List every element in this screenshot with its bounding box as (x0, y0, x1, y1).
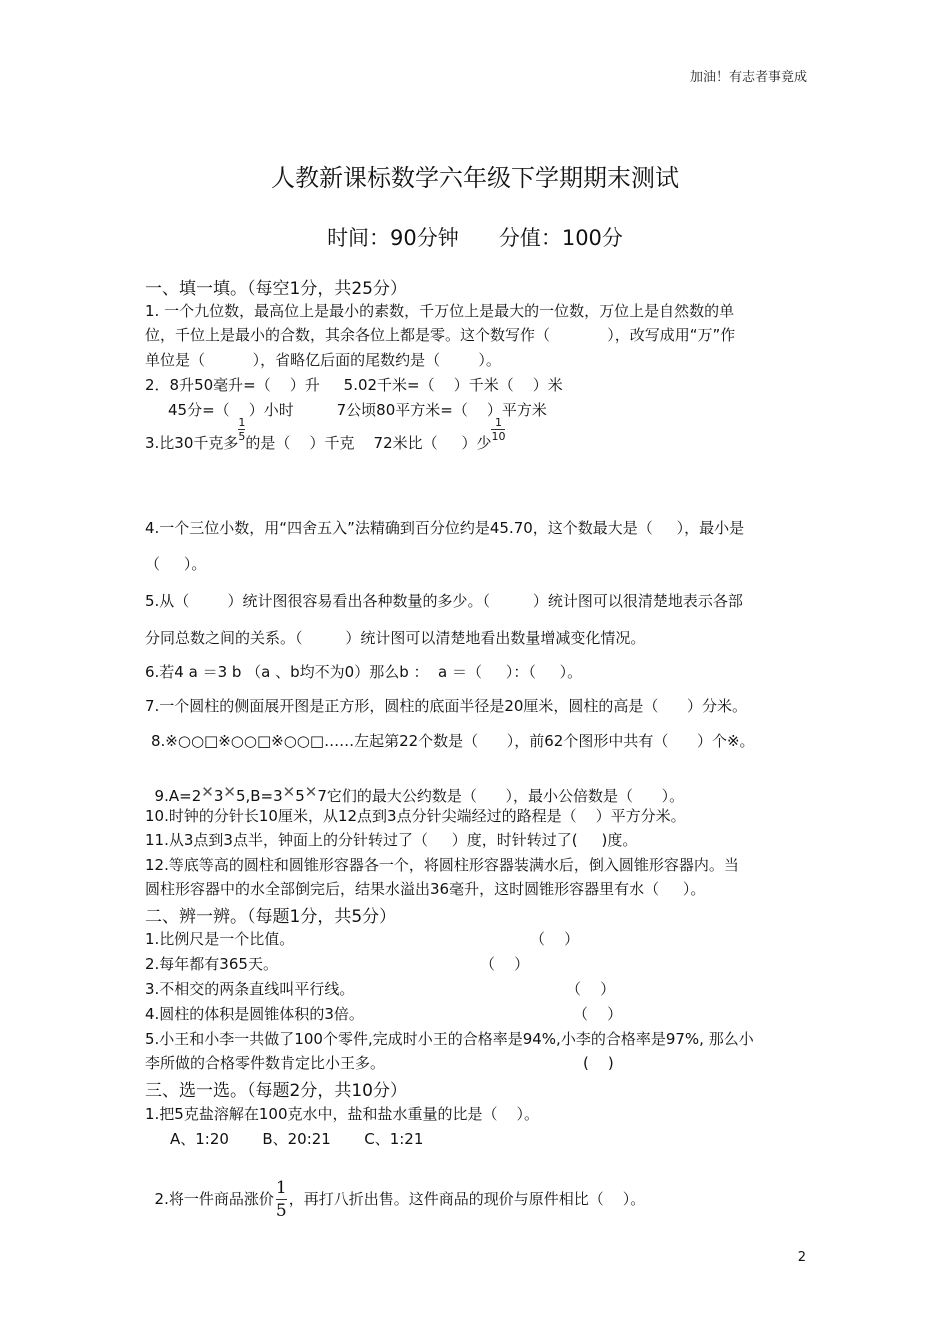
judge-1: 1.比例尺是一个比值。 (145, 930, 295, 948)
judge-5-answer-blank: ( ) (583, 1054, 614, 1072)
page-subtitle: 时间：90分钟 分值：100分 (327, 226, 623, 250)
question-3-part-b: 的是（ ）千克 72米比（ ）少 (245, 434, 492, 452)
question-10: 10.时钟的分针长10厘米，从12点到3点分针尖端经过的路程是（ ）平方分米。 (145, 807, 686, 825)
page-title: 人教新课标数学六年级下学期期末测试 (271, 164, 679, 192)
question-12-line-2: 圆柱形容器中的水全部倒完后，结果水溢出36毫升，这时圆锥形容器里有水（ ）。 (145, 880, 706, 898)
multiply-icon: ✕ (304, 783, 318, 801)
section-heading-judge: 二、辨一辨。（每题1分，共5分） (145, 907, 397, 927)
question-4-line-2: （ ）。 (145, 555, 207, 573)
question-5-line-2: 分同总数之间的关系。（ ）统计图可以清楚地看出数量增减变化情况。 (145, 629, 646, 647)
question-7: 7.一个圆柱的侧面展开图是正方形，圆柱的底面半径是20厘米，圆柱的高是（ ）分米。 (145, 697, 748, 715)
judge-5-line-1: 5.小王和小李一共做了100个零件,完成时小王的合格率是94%,小李的合格率是97%, 那么小 (145, 1030, 754, 1048)
question-4-line-1: 4.一个三位小数，用“四舍五入”法精确到百分位约是45.70，这个数最大是（ ），最小是 (145, 519, 745, 537)
fraction-denominator: 5 (275, 1201, 287, 1221)
question-9-part-4: 5 (295, 787, 305, 805)
judge-4: 4.圆柱的体积是圆锥体积的3倍。 (145, 1005, 364, 1023)
question-12-line-1: 12.等底等高的圆柱和圆锥形容器各一个，将圆柱形容器装满水后，倒入圆锥形容器内。当 (145, 856, 739, 874)
page-number: 2 (797, 1250, 806, 1265)
question-11: 11.从3点到3点半，钟面上的分针转过了（ ）度，时针转过了( )度。 (145, 831, 638, 849)
question-9 (145, 760, 684, 808)
header-motto: 加油！有志者事竟成 (689, 70, 807, 85)
question-2-line-2: 45分=（ ）小时 7公顷80平方米=（ ）平方米 (168, 401, 547, 419)
question-1-line-3: 单位是（ ），省略亿后面的尾数约是（ ）。 (145, 351, 501, 369)
choice-question-1: 1.把5克盐溶解在100克水中，盐和盐水重量的比是（ ）。 (145, 1105, 540, 1123)
fraction-numerator: 1 (275, 1178, 287, 1198)
question-9-part-5: 7它们的最大公约数是（ ），最小公倍数是（ ）。 (317, 787, 685, 805)
question-9-part-2: 3 (213, 787, 224, 805)
question-6: 6.若4 a ＝3 b （a 、b均不为0）那么b ： a ＝（ ）：（ ）。 (145, 663, 583, 681)
choice-question-2 (145, 1155, 645, 1220)
judge-2: 2.每年都有365天。 (145, 955, 278, 973)
fraction-one-fifth-large (276, 1179, 287, 1220)
question-1-line-1: 1. 一个九位数，最高位上是最小的素数，千万位上是最大的一位数，万位上是自然数的单 (145, 302, 735, 320)
question-3-part-a: 3.比30千克多 (145, 434, 239, 452)
judge-3: 3.不相交的两条直线叫平行线。 (145, 980, 355, 998)
multiply-icon: ✕ (223, 783, 236, 801)
judge-4-answer-blank: （ ） (573, 1005, 623, 1023)
judge-5-line-2: 李所做的合格零件数肯定比小王多。 (145, 1054, 386, 1072)
choice-question-2-part-b: ，再打八折出售。这件商品的现价与原件相比（ ）。 (288, 1190, 646, 1208)
judge-1-answer-blank: （ ） (530, 930, 580, 948)
judge-2-answer-blank: （ ） (480, 955, 530, 973)
question-5-line-1: 5.从（ ）统计图很容易看出各种数量的多少。（ ）统计图可以很清楚地表示各部 (145, 592, 743, 610)
multiply-icon: ✕ (282, 783, 296, 801)
fraction-denominator: 10 (491, 430, 506, 443)
fraction-numerator: 1 (238, 416, 246, 429)
question-8: 8.※○○□※○○□※○○□……左起第22个数是（ ），前62个图形中共有（ ）个※。 (151, 732, 755, 750)
section-heading-fill: 一、填一填。（每空1分，共25分） (145, 279, 407, 299)
fraction-one-tenth (491, 417, 505, 442)
question-9-part-1: 9.A=2 (154, 787, 202, 805)
section-heading-choose: 三、选一选。（每题2分，共10分） (145, 1081, 407, 1101)
question-9-part-3: 5,B=3 (235, 787, 283, 805)
question-1-line-2: 位，千位上是最小的合数，其余各位上都是零。这个数写作（ ），改写成用“万”作 (145, 326, 736, 344)
fraction-numerator: 1 (494, 416, 502, 429)
choice-question-1-options: A、1:20 B、20:21 C、1:21 (170, 1130, 424, 1148)
judge-3-answer-blank: （ ） (566, 980, 616, 998)
multiply-icon: ✕ (201, 783, 214, 801)
fraction-one-fifth (238, 417, 245, 442)
question-2-line-1: 2．8升50毫升=（ ）升 5.02千米=（ ）千米（ ）米 (145, 376, 563, 394)
question-3 (145, 416, 506, 456)
choice-question-2-part-a: 2.将一件商品涨价 (154, 1190, 274, 1208)
fraction-denominator: 5 (238, 430, 246, 443)
